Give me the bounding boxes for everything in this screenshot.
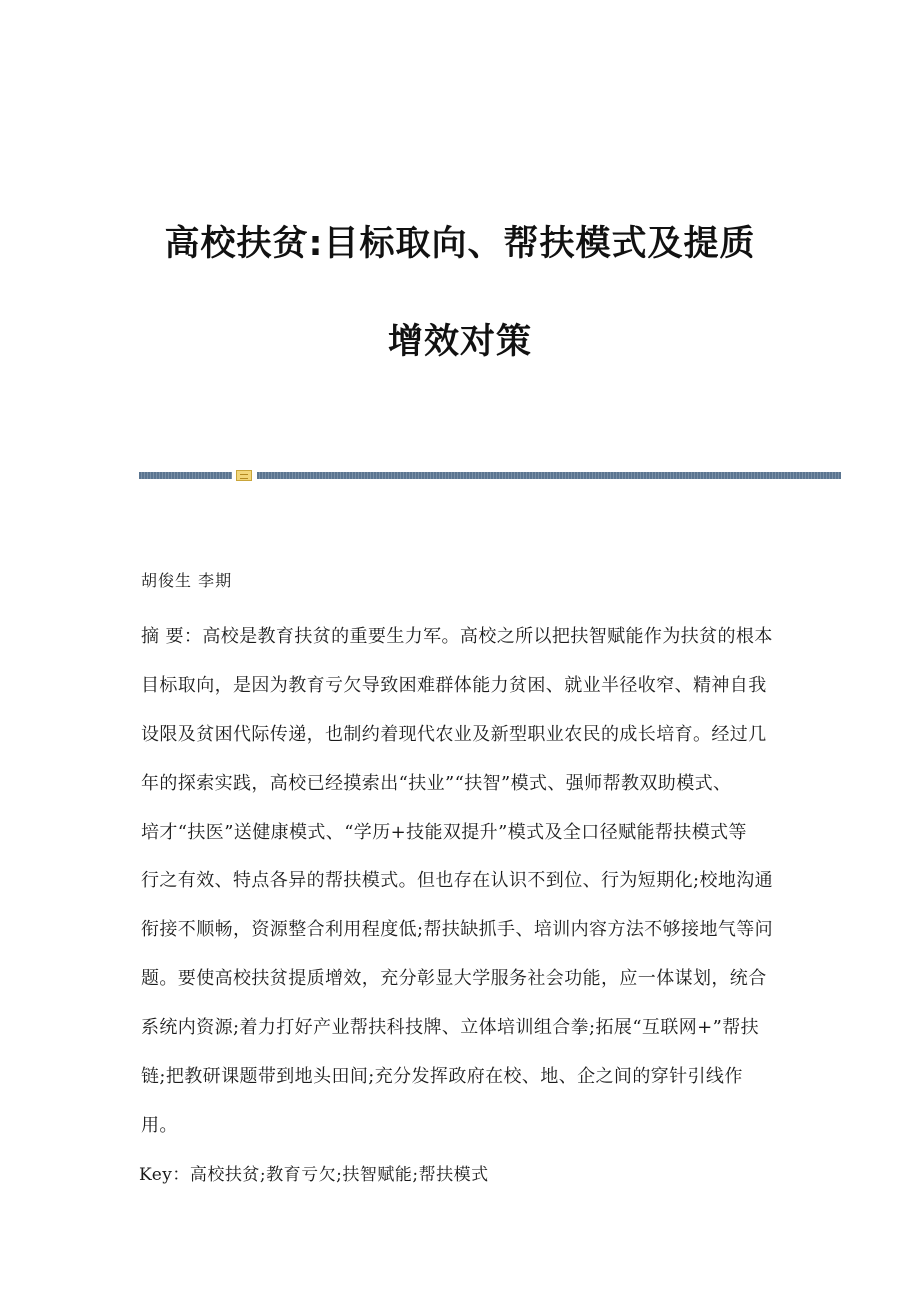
divider-ornament-icon <box>236 470 252 481</box>
abstract-line: 年的探索实践，高校已经摸索出“扶业”“扶智”模式、强师帮教双助模式、 <box>141 772 732 794</box>
divider-bar-left <box>139 472 232 479</box>
abstract-line: 目标取向，是因为教育亏欠导致困难群体能力贫困、就业半径收窄、精神自我 <box>141 674 767 696</box>
abstract-line: 系统内资源;着力打好产业帮扶科技牌、立体培训组合拳;拓展“互联网+”帮扶 <box>141 1017 760 1039</box>
authors: 胡俊生 李期 <box>141 571 233 590</box>
title-line-1: 高校扶贫:目标取向、帮扶模式及提质 <box>164 224 756 264</box>
abstract-line: 培才“扶医”送健康模式、“学历+技能双提升”模式及全口径赋能帮扶模式等 <box>141 821 747 843</box>
decorative-divider <box>139 470 841 481</box>
abstract-line: 设限及贫困代际传递，也制约着现代农业及新型职业农民的成长培育。经过几 <box>141 723 767 745</box>
abstract-line: 链;把教研课题带到地头田间;充分发挥政府在校、地、企之间的穿针引线作 <box>141 1066 743 1088</box>
abstract-line: 题。要使高校扶贫提质增效，充分彰显大学服务社会功能，应一体谋划，统合 <box>141 968 767 990</box>
divider-bar-right <box>257 472 841 479</box>
abstract <box>141 622 781 1160</box>
abstract-line: 衔接不顺畅，资源整合利用程度低;帮扶缺抓手、培训内容方法不够接地气等问 <box>141 919 774 941</box>
abstract-line: 行之有效、特点各异的帮扶模式。但也存在认识不到位、行为短期化;校地沟通 <box>141 870 774 892</box>
keywords: Key：高校扶贫;教育亏欠;扶智赋能;帮扶模式 <box>139 1165 489 1185</box>
abstract-line: 用。 <box>141 1114 178 1136</box>
abstract-line: 摘 要：高校是教育扶贫的重要生力军。高校之所以把扶智赋能作为扶贫的根本 <box>141 626 773 647</box>
title-line-2: 增效对策 <box>387 322 532 362</box>
